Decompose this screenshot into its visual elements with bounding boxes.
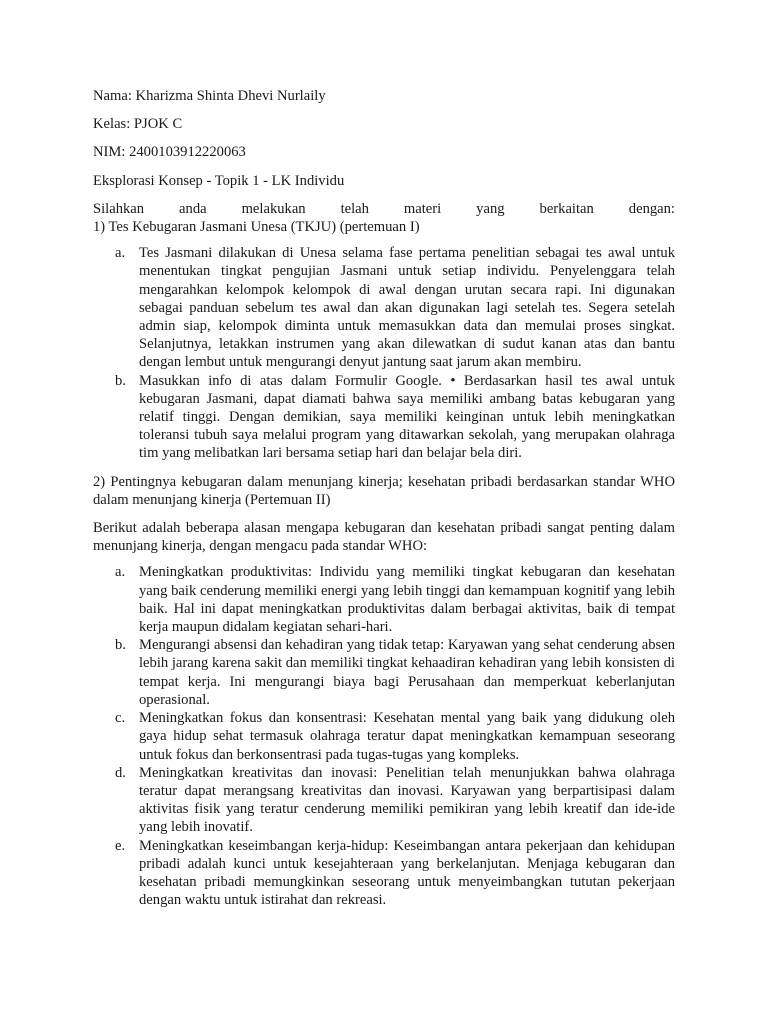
list-item-text: Mengurangi absensi dan kehadiran yang tidak tetap: Karyawan yang sehat cenderung absen lebih jarang karena sakit dan memiliki tingkat kehaadiran kehadiran yang lebih konsisten di tempat kerja. Ini mengurangi biaya bagi Perusahaan dan memperkuat keberlanjutan operasional. — [139, 637, 675, 708]
student-class: Kelas: PJOK C — [93, 116, 183, 133]
list-marker: c. — [115, 710, 126, 727]
list-item — [93, 372, 675, 463]
list-item — [93, 244, 675, 371]
list-item — [93, 764, 675, 837]
list-item-text: Tes Jasmani dilakukan di Unesa selama fase pertama penelitian sebagai tes awal untuk menentukan tingkat pengujian Jasmani untuk setiap individu. Penyelenggara telah mengarahkan kelompok kelompok di awal dengan urutan secara rapi. Ini digunakan sebagai panduan sebelum tes awal dan akan digunakan lagi setelah tes. Segera setelah admin siap, kelompok diminta untuk memasukkan data dan memulai proses singkat. Selanjutnya, letakkan instrumen yang akan dilewatkan di sudut kanan atas dan bantu dengan lembut untuk mengurangi denyut jantung saat jarum akan membiru. — [139, 245, 675, 371]
list-marker: e. — [115, 837, 126, 854]
document-title: Eksplorasi Konsep - Topik 1 - LK Individu — [93, 172, 345, 189]
section-1-heading: 1) Tes Kebugaran Jasmani Unesa (TKJU) (pertemuan I) — [93, 219, 420, 236]
section-1-list — [93, 244, 675, 462]
student-name: Nama: Kharizma Shinta Dhevi Nurlaily — [93, 88, 326, 104]
list-marker: b. — [115, 637, 126, 654]
section-2-list — [93, 563, 675, 909]
list-marker: a. — [115, 564, 126, 581]
student-nim: NIM: 2400103912220063 — [93, 144, 246, 161]
list-item-text: Meningkatkan produktivitas: Individu yang memiliki tingkat kebugaran dan kesehatan yang baik cenderung memiliki energi yang lebih tinggi dan kemampuan kognitif yang lebih baik. Hal ini dapat meningkatkan produktivitas dalam berbagai aktivitas, baik di tempat kerja maupun didalam kegiatan sehari-hari. — [139, 564, 675, 636]
list-marker: a. — [115, 245, 126, 262]
list-item-text: Meningkatkan kreativitas dan inovasi: Penelitian telah menunjukkan bahwa olahraga teratur dapat merangsang kreativitas dan inovasi. Karyawan yang berpartisipasi dalam aktivitas fisik yang teratur cenderung memiliki pemikiran yang lebih kreatif dan ide-ide yang lebih inovatif. — [139, 764, 675, 836]
list-item — [93, 563, 675, 636]
list-item-text: Meningkatkan keseimbangan kerja-hidup: Keseimbangan antara pekerjaan dan kehidupan pribadi adalah kunci untuk kesejahteraan yang berkelanjutan. Menjaga kebugaran dan kesehatan pribadi memungkinkan seseorang untuk menyeimbangkan tututan pekerjaan dengan waktu untuk istirahat dan rekreasi. — [139, 837, 675, 909]
list-marker: b. — [115, 372, 126, 389]
section-2-intro: Berikut adalah beberapa alasan mengapa kebugaran dan kesehatan pribadi sangat penting dalam menunjang kinerja, dengan mengacu pada standar WHO: — [93, 520, 675, 555]
list-item — [93, 837, 675, 910]
list-item — [93, 636, 675, 709]
intro-instruction: Silahkan anda melakukan telah materi yang berkaitan dengan: — [93, 200, 675, 217]
list-marker: d. — [115, 764, 126, 781]
list-item-text: Masukkan info di atas dalam Formulir Google. • Berdasarkan hasil tes awal untuk kebugaran Jasmani, dapat diamati bahwa saya memiliki ambang batas kebugaran yang relatif tinggi. Dengan demikian, saya memiliki keinginan untuk lebih meningkatkan toleransi tubuh saya melalui program yang ditawarkan sekolah, yang merupakan olahraga tim yang melibatkan lari bersama setiap hari dan belajar bela diri. — [139, 372, 675, 462]
list-item-text: Meningkatkan fokus dan konsentrasi: Kesehatan mental yang baik yang didukung oleh gaya hidup sehat termasuk olahraga teratur dapat meningkatkan kemampuan seseorang untuk fokus dan berkonsentrasi pada tugas-tugas yang kompleks. — [139, 710, 675, 763]
section-2-heading: 2) Pentingnya kebugaran dalam menunjang kinerja; kesehatan pribadi berdasarkan standar WHO dalam menunjang kinerja (Pertemuan II) — [93, 473, 675, 508]
list-item — [93, 709, 675, 764]
